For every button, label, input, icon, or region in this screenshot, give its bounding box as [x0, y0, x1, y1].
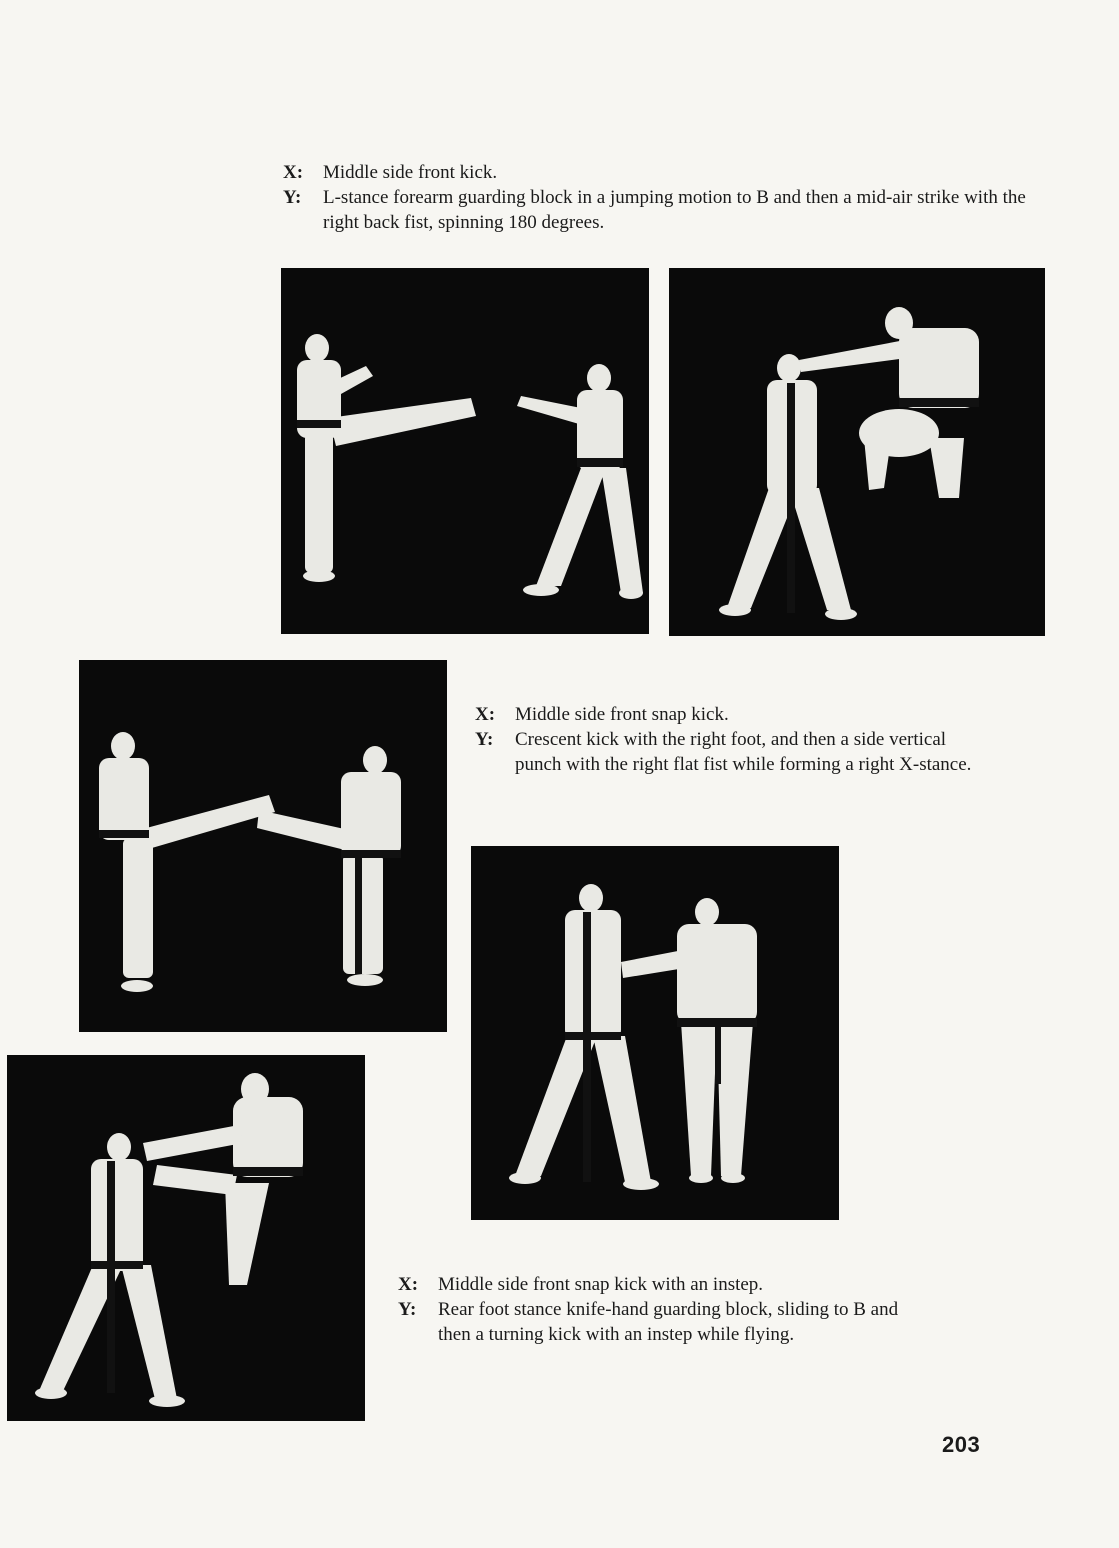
caption-key: X: — [398, 1274, 419, 1295]
caption-3-y-line — [398, 1297, 918, 1347]
caption-1-y-line — [283, 185, 1043, 235]
caption-text: L-stance forearm guarding block in a jumping motion to B and then a mid-air strike with the right back fist, spinning 180 degrees. — [323, 187, 1026, 233]
caption-3 — [398, 1272, 918, 1347]
page-number: 203 — [942, 1432, 981, 1457]
photo-flying-turning-kick — [7, 1055, 365, 1421]
photo-mutual-kicks — [79, 660, 447, 1032]
photo-side-vertical-punch — [471, 846, 839, 1220]
caption-text: Middle side front snap kick with an instep. — [438, 1274, 764, 1295]
figure-illustration — [669, 268, 1045, 636]
caption-2-x-line — [475, 702, 985, 727]
caption-key: Y: — [283, 187, 302, 208]
caption-key: X: — [475, 704, 496, 725]
caption-1-x-line — [283, 160, 1043, 185]
photo-side-front-kick — [281, 268, 649, 634]
figure-illustration — [7, 1055, 365, 1421]
figure-illustration — [79, 660, 447, 1032]
caption-2 — [475, 702, 985, 777]
caption-key: Y: — [398, 1299, 417, 1320]
figure-illustration — [281, 268, 649, 634]
figure-illustration — [471, 846, 839, 1220]
caption-text: Middle side front snap kick. — [515, 704, 729, 725]
caption-text: Crescent kick with the right foot, and then a side vertical punch with the right flat fist while forming a right X-stance. — [515, 729, 972, 775]
caption-3-x-line — [398, 1272, 918, 1297]
caption-key: X: — [283, 162, 304, 183]
photo-jumping-back-fist — [669, 268, 1045, 636]
caption-text: Rear foot stance knife-hand guarding block, sliding to B and then a turning kick with an instep while flying. — [438, 1299, 899, 1345]
caption-1 — [283, 160, 1043, 235]
caption-text: Middle side front kick. — [323, 162, 498, 183]
caption-key: Y: — [475, 729, 494, 750]
caption-2-y-line — [475, 727, 985, 777]
